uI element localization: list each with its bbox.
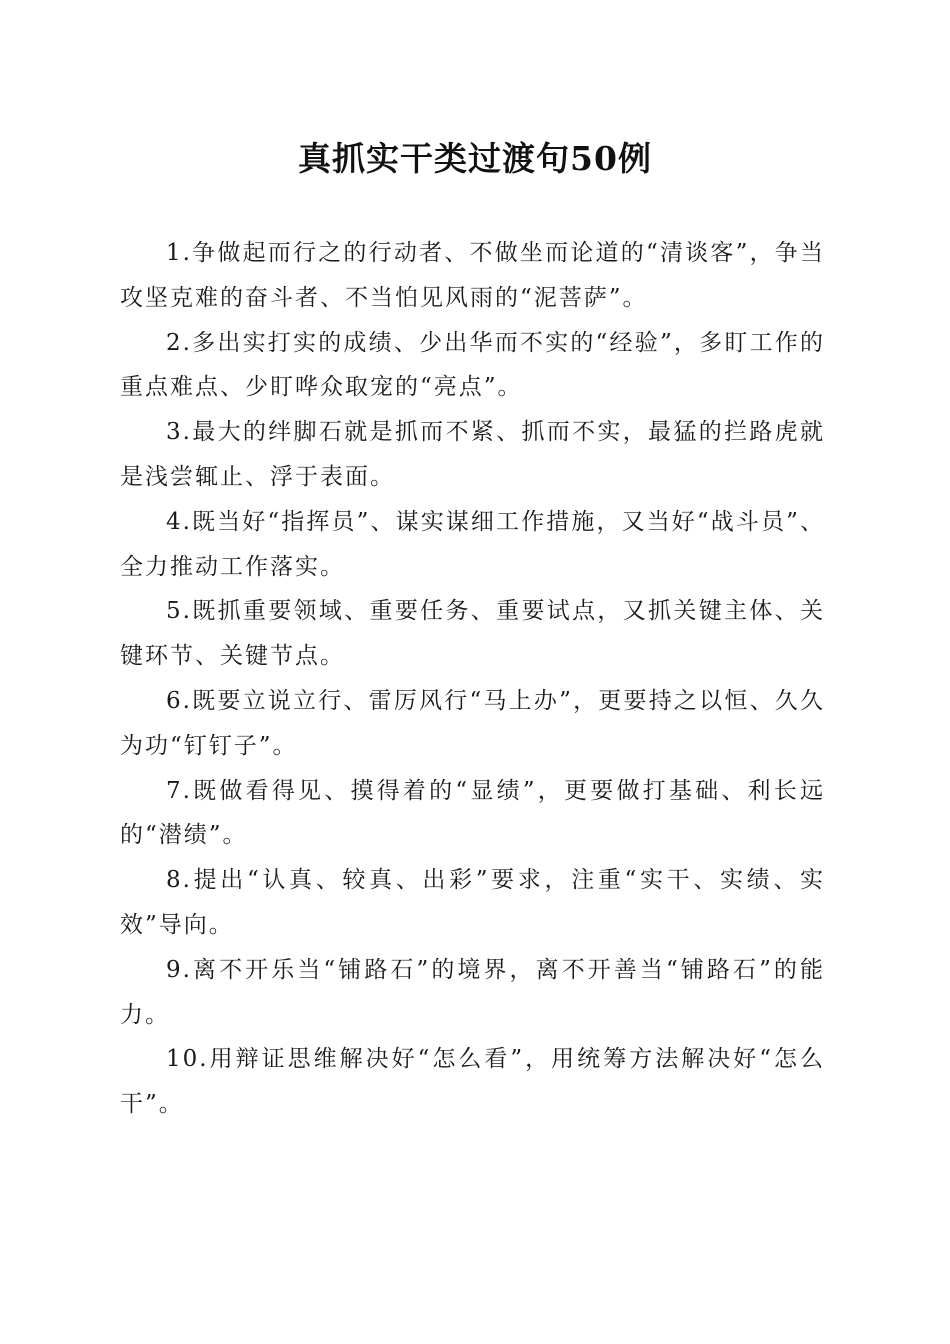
- document-title: 真抓实干类过渡句50例: [298, 139, 652, 178]
- list-item-2: 2.多出实打实的成绩、少出华而不实的“经验”，多盯工作的重点难点、少盯哗众取宠的“亮点”。: [120, 329, 825, 401]
- list-item-1: 1.争做起而行之的行动者、不做坐而论道的“清谈客”，争当攻坚克难的奋斗者、不当怕见风雨的“泥菩萨”。: [120, 240, 825, 311]
- list-item-3: 3.最大的绊脚石就是抓而不紧、抓而不实，最猛的拦路虎就是浅尝辄止、浮于表面。: [120, 419, 825, 490]
- list-item-5: 5.既抓重要领域、重要任务、重要试点，又抓关键主体、关键环节、关键节点。: [120, 598, 825, 670]
- list-item-4: 4.既当好“指挥员”、谋实谋细工作措施，又当好“战斗员”、全力推动工作落实。: [120, 508, 825, 580]
- list-item-6: 6.既要立说立行、雷厉风行“马上办”，更要持之以恒、久久为功“钉钉子”。: [120, 687, 825, 759]
- list-item-10: 10.用辩证思维解决好“怎么看”，用统筹方法解决好“怎么干”。: [120, 1046, 825, 1118]
- list-item-9: 9.离不开乐当“铺路石”的境界，离不开善当“铺路石”的能力。: [120, 956, 825, 1028]
- document-body: [120, 231, 825, 1127]
- list-item-7: 7.既做看得见、摸得着的“显绩”，更要做打基础、利长远的“潜绩”。: [120, 777, 825, 849]
- list-item-8: 8.提出“认真、较真、出彩”要求，注重“实干、实绩、实效”导向。: [120, 867, 825, 938]
